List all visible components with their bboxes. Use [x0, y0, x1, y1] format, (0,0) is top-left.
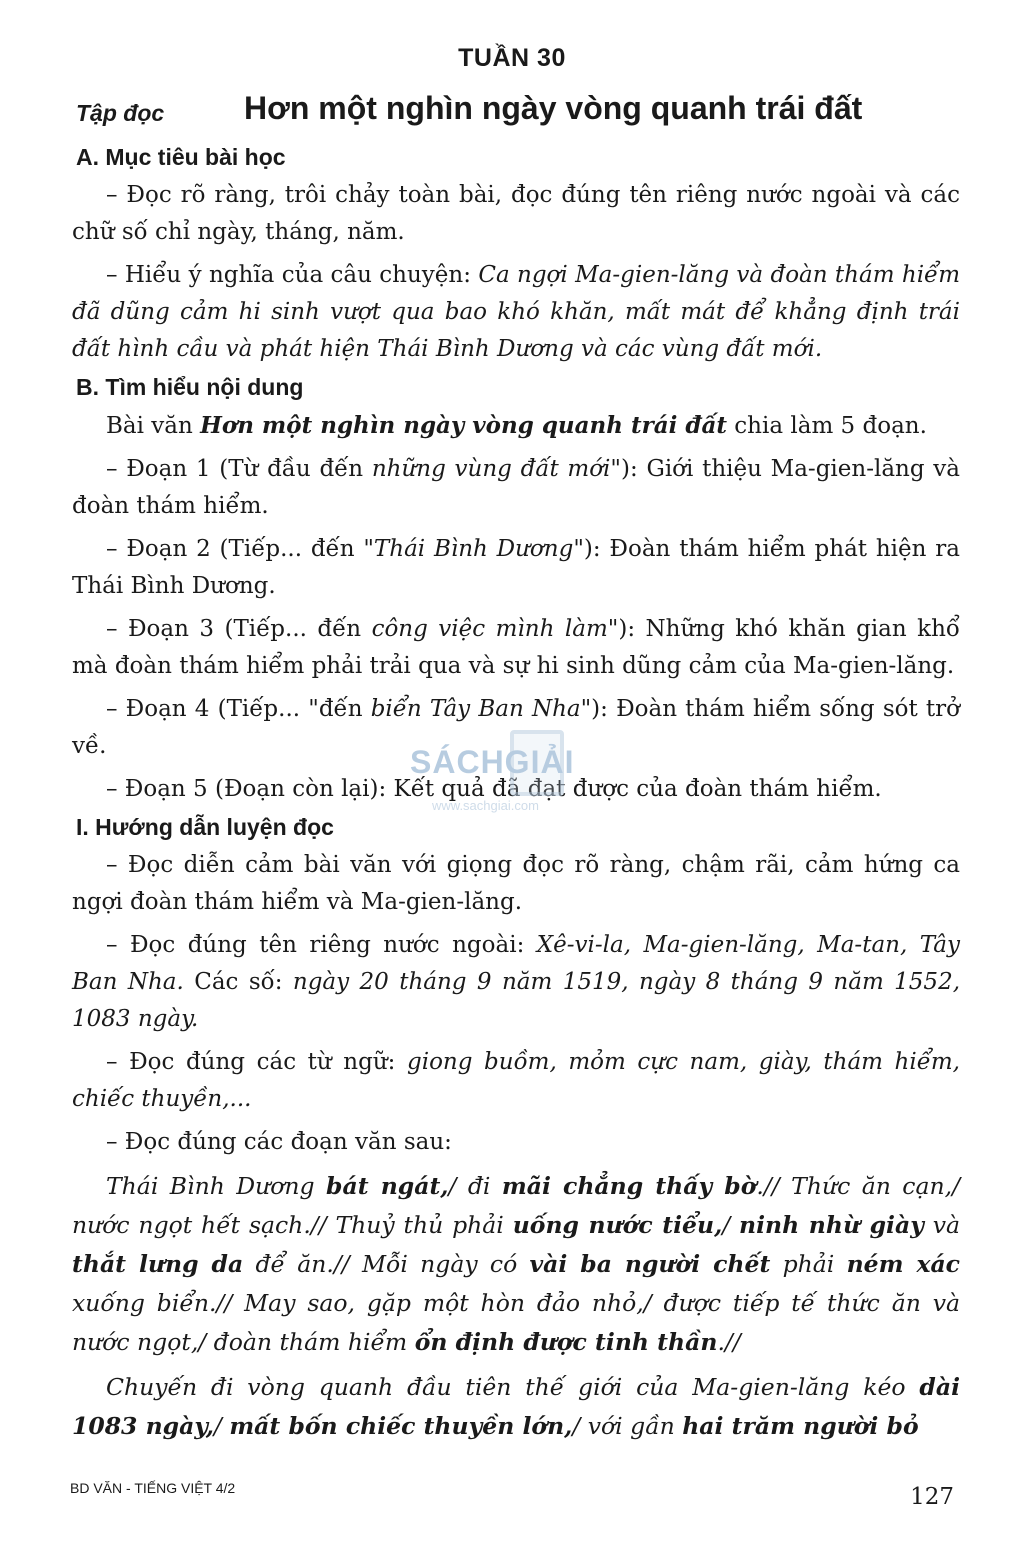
section-b-heading: B. Tìm hiểu nội dung — [76, 374, 304, 400]
lesson-title: Hơn một nghìn ngày vòng quanh trái đất — [244, 90, 863, 126]
paragraph-1-summary: – Đoạn 1 (Từ đầu đến những vùng đất mới"): Giới thiệu Ma-gien-lăng và đoàn thám hiểm. — [72, 456, 960, 519]
page-number: 127 — [910, 1484, 954, 1510]
reading-excerpt-1: Thái Bình Dương bát ngát,/ đi mãi chẳng thấy bờ.// Thức ăn cạn,/ nước ngọt hết sạch.// Thuỷ thủ phải uống nước tiểu,/ ninh nhừ giày và thắt lưng da để ăn.// Mỗi ngày có vài ba người chết phải ném xác xuống biển.// May sao, gặp một hòn đảo nhỏ,/ được tiếp tế thức ăn và nước ngọt,/ đoàn thám hiểm ổn định được tinh thần.// — [72, 1172, 961, 1356]
week-heading: TUẦN 30 — [458, 44, 566, 72]
footer-book-title: BD VĂN - TIẾNG VIỆT 4/2 — [70, 1480, 236, 1496]
lesson-type-label: Tập đọc — [76, 100, 165, 126]
reading-guide-3: – Đọc đúng các từ ngữ: giong buồm, mỏm cực nam, giày, thám hiểm, chiếc thuyền,... — [72, 1049, 960, 1112]
section-a-heading: A. Mục tiêu bài học — [76, 144, 286, 170]
paragraph-5-summary: – Đoạn 5 (Đoạn còn lại): Kết quả đã đạt được của đoàn thám hiểm. — [106, 776, 882, 802]
reading-excerpt-2: Chuyến đi vòng quanh đầu tiên thế giới của Ma-gien-lăng kéo dài 1083 ngày,/ mất bốn chiếc thuyền lớn,/ với gần hai trăm người bỏ — [72, 1373, 960, 1440]
reading-guide-1: – Đọc diễn cảm bài văn với giọng đọc rõ ràng, chậm rãi, cảm hứng ca ngợi đoàn thám hiểm và Ma-gien-lăng. — [72, 852, 960, 915]
lesson-title-row — [76, 90, 956, 134]
paragraph-3-summary: – Đoạn 3 (Tiếp... đến công việc mình làm"): Những khó khăn gian khổ mà đoàn thám hiểm phải trải qua và sự hi sinh dũng cảm của Ma-gien-lăng. — [72, 616, 960, 679]
paragraph-4-summary: – Đoạn 4 (Tiếp... "đến biển Tây Ban Nha"): Đoàn thám hiểm sống sót trở về. — [72, 696, 960, 759]
section-i-heading: I. Hướng dẫn luyện đọc — [76, 814, 334, 840]
watermark-url: www.sachgiai.com — [432, 798, 539, 813]
watermark-text: SÁCHGIẢI — [410, 744, 575, 780]
content-intro: Bài văn Hơn một nghìn ngày vòng quanh trái đất chia làm 5 đoạn. — [106, 412, 927, 439]
reading-guide-2: – Đọc đúng tên riêng nước ngoài: Xê-vi-la, Ma-gien-lăng, Ma-tan, Tây Ban Nha. Các số: ngày 20 tháng 9 năm 1519, ngày 8 tháng 9 năm 1552, 1083 ngày. — [72, 932, 961, 1032]
watermark-logo — [410, 722, 640, 818]
objective-2: – Hiểu ý nghĩa của câu chuyện: Ca ngợi Ma-gien-lăng và đoàn thám hiểm đã dũng cảm hi sinh vượt qua bao khó khăn, mất mát để khẳng định trái đất hình cầu và phát hiện Thái Bình Dương và các vùng đất mới. — [72, 262, 961, 362]
reading-guide-4: – Đọc đúng các đoạn văn sau: — [106, 1129, 452, 1155]
paragraph-2-summary: – Đoạn 2 (Tiếp... đến "Thái Bình Dương"): Đoàn thám hiểm phát hiện ra Thái Bình Dương. — [72, 536, 960, 599]
objective-1: – Đọc rõ ràng, trôi chảy toàn bài, đọc đúng tên riêng nước ngoài và các chữ số chỉ ngày, tháng, năm. — [72, 182, 960, 245]
